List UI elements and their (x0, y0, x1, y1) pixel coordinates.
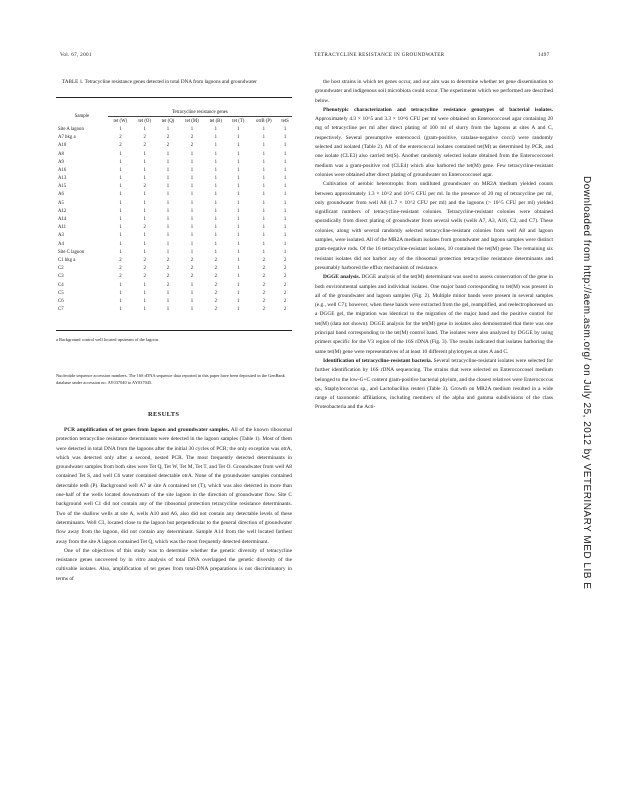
gene-value-cell: 1 (237, 192, 240, 198)
gene-value-cell: 1 (166, 290, 170, 296)
gene-value-cell: 1 (262, 233, 266, 239)
running-head-title: TETRACYCLINE RESISTANCE IN GROUNDWATER (314, 52, 445, 58)
gene-value-cell: 1 (214, 225, 217, 231)
table-row (56, 166, 292, 174)
gene-value-cell: 1 (166, 159, 170, 165)
sample-cell: A4 (58, 241, 64, 247)
gene-value-cell: 1 (190, 176, 194, 182)
gene-value-cell: 1 (190, 126, 194, 132)
sample-cell: A13 (58, 176, 67, 182)
table-row (56, 207, 292, 215)
gene-value-cell: 2 (262, 307, 266, 313)
gene-value-cell: 1 (190, 307, 194, 313)
gene-value-cell: 1 (119, 151, 122, 157)
paragraph (315, 106, 553, 180)
table-row (56, 265, 292, 273)
gene-value-cell: 1 (166, 167, 170, 173)
gene-value-cell: 1 (283, 126, 287, 132)
sample-cell: A6 (58, 192, 64, 198)
gene-value-cell: 1 (237, 167, 240, 173)
gene-value-cell: 2 (214, 266, 217, 272)
gene-value-cell: 2 (166, 266, 170, 272)
gene-value-cell: 1 (119, 176, 122, 182)
gene-value-cell: 2 (283, 282, 287, 288)
gene-value-cell: 1 (166, 176, 170, 182)
table-row (56, 273, 292, 281)
gene-value-cell: 2 (190, 274, 194, 280)
sample-cell: C1 bkg a (58, 257, 76, 263)
gene-value-cell: 2 (166, 282, 170, 288)
gene-value-cell: 1 (190, 159, 194, 165)
gene-value-cell: 1 (237, 290, 240, 296)
gene-value-cell: 1 (190, 241, 194, 247)
sample-cell: A12 (58, 208, 67, 214)
gene-value-cell: 1 (119, 298, 122, 304)
table-row (56, 240, 292, 248)
gene-value-cell: 1 (190, 249, 194, 255)
sample-cell: A14 (58, 217, 67, 223)
paragraph (56, 547, 292, 584)
sample-cell: Site C lagoon (58, 249, 85, 255)
gene-value-cell: 1 (119, 126, 122, 132)
gene-value-cell: 1 (283, 143, 287, 149)
paragraph (315, 357, 553, 413)
accession-note: Nucleotide sequence accession numbers. The 16S rDNA sequence data reported in this paper have been deposited in the GenBank database under accession no. AY037040 to AY037045. (56, 373, 285, 385)
sample-cell: A15 (58, 184, 67, 190)
gene-column-header: tet (W) (113, 118, 128, 124)
sample-cell: A16 (58, 167, 67, 173)
gene-value-cell: 1 (166, 208, 170, 214)
table-caption: TABLE 1. Tetracycline resistance genes detected in total DNA from lagoons and groundwater (62, 79, 257, 85)
gene-value-cell: 2 (119, 266, 122, 272)
gene-value-cell: 1 (283, 159, 287, 165)
paragraph (315, 273, 553, 357)
gene-value-cell: 1 (283, 135, 287, 141)
gene-value-cell: 1 (283, 151, 287, 157)
gene-value-cell: 1 (237, 176, 240, 182)
gene-value-cell: 1 (166, 307, 170, 313)
gene-value-cell: 1 (262, 151, 266, 157)
sample-cell: A5 (58, 200, 64, 206)
gene-value-cell: 1 (190, 200, 194, 206)
gene-value-cell: 1 (214, 208, 217, 214)
gene-value-cell: 1 (214, 143, 217, 149)
paragraph-text: Approximately 4.3 × 10^5 and 3.3 × 10^6 CFU per ml were obtained on Enterococcosel agar containing 20 mg of tetracycline per ml after direct plating of 100 ml of slurry from the lagoons at sites A and C, respectively. Several presumptive enterococci (gram-positive, catalase-negative cocci) were randomly selected and isolated (Table 2). All of the enterococcal isolates contained tet(M) as determined by PCR, and one isolate (CLE3) also carried tet(S). Another randomly selected isolate obtained from the Enterococcosel medium was a gram-positive rod (CLE4) which also harbored the tet(M) gene. Few tetracycline-resistant colonies were obtained after direct plating of groundwater on Enterococcosel agar. (315, 116, 553, 178)
gene-value-cell: 1 (283, 192, 287, 198)
table-row (56, 224, 292, 232)
gene-value-cell: 1 (119, 184, 122, 190)
gene-value-cell: 2 (190, 143, 194, 149)
gene-column-header: tet (M) (185, 118, 199, 124)
gene-value-cell: 1 (166, 184, 170, 190)
sample-cell: A7 bkg a (58, 135, 76, 141)
gene-value-cell: 1 (262, 159, 266, 165)
gene-value-cell: 1 (237, 143, 240, 149)
gene-value-cell: 2 (262, 298, 266, 304)
gene-value-cell: 2 (214, 257, 217, 263)
gene-value-cell: 1 (237, 159, 240, 165)
gene-value-cell: 1 (237, 217, 240, 223)
paragraph (56, 426, 292, 547)
gene-value-cell: 1 (214, 233, 217, 239)
gene-value-cell: 1 (262, 135, 266, 141)
gene-value-cell: 2 (214, 298, 217, 304)
table-row (56, 134, 292, 142)
gene-value-cell: 1 (283, 217, 287, 223)
gene-value-cell: 1 (283, 241, 287, 247)
table-row (56, 183, 292, 191)
gene-value-cell: 1 (119, 241, 122, 247)
sample-cell: C4 (58, 282, 64, 288)
sample-cell: A3 (58, 233, 64, 239)
gene-value-cell: 2 (119, 143, 122, 149)
gene-value-cell: 1 (190, 151, 194, 157)
sample-cell: C7 (58, 307, 64, 313)
gene-value-cell: 1 (119, 290, 122, 296)
gene-value-cell: 1 (237, 225, 240, 231)
gene-value-cell: 2 (166, 274, 170, 280)
gene-value-cell: 2 (214, 282, 217, 288)
gene-value-cell: 1 (214, 200, 217, 206)
gene-value-cell: 1 (119, 217, 122, 223)
running-head-page: 1497 (538, 52, 550, 58)
gene-value-cell: 1 (143, 176, 146, 182)
gene-value-cell: 2 (214, 274, 217, 280)
gene-value-cell: 2 (283, 290, 287, 296)
gene-value-cell: 1 (262, 241, 266, 247)
gene-value-cell: 1 (143, 249, 146, 255)
gene-value-cell: 1 (237, 200, 240, 206)
gene-value-cell: 1 (262, 225, 266, 231)
gene-value-cell: 1 (119, 159, 122, 165)
gene-value-cell: 1 (262, 143, 266, 149)
gene-value-cell: 1 (237, 257, 240, 263)
table-row (56, 125, 292, 133)
gene-value-cell: 1 (262, 249, 266, 255)
gene-value-cell: 1 (119, 192, 122, 198)
gene-value-cell: 1 (214, 192, 217, 198)
gene-value-cell: 1 (237, 184, 240, 190)
gene-value-cell: 2 (283, 298, 287, 304)
gene-value-cell: 1 (262, 176, 266, 182)
gene-value-cell: 1 (119, 225, 122, 231)
gene-value-cell: 1 (190, 282, 194, 288)
gene-value-cell: 1 (166, 151, 170, 157)
gene-value-cell: 1 (214, 184, 217, 190)
gene-value-cell: 1 (143, 192, 146, 198)
paragraph (315, 78, 553, 106)
gene-value-cell: 1 (143, 307, 146, 313)
gene-value-cell: 1 (283, 225, 287, 231)
gene-value-cell: 1 (166, 192, 170, 198)
gene-column-header: tet (B) (209, 118, 222, 124)
gene-value-cell: 1 (143, 290, 146, 296)
gene-value-cell: 2 (119, 257, 122, 263)
gene-value-cell: 1 (237, 298, 240, 304)
gene-value-cell: 1 (143, 298, 146, 304)
gene-value-cell: 2 (190, 135, 194, 141)
gene-value-cell: 2 (166, 257, 170, 263)
gene-value-cell: 1 (214, 249, 217, 255)
gene-column-header: tet (O) (138, 118, 151, 124)
gene-value-cell: 1 (119, 167, 122, 173)
resistance-genes-table (56, 108, 292, 314)
gene-value-cell: 1 (237, 208, 240, 214)
sample-cell: A8 (58, 151, 64, 157)
gene-value-cell: 2 (262, 257, 266, 263)
gene-value-cell: 1 (119, 208, 122, 214)
gene-value-cell: 1 (237, 233, 240, 239)
gene-value-cell: 1 (283, 167, 287, 173)
gene-value-cell: 1 (262, 200, 266, 206)
paragraph-text: Several tetracycline-resistant isolates were selected for further identification by 16S rDNA sequencing. The strains that were selected on Enterococcosel medium belonged to the low-G+C content gram-positive bacterial phylum, and the closest relatives were Enterococcus sp., Staphylococcus sp., and Lactobacillus reuteri (Table 3). Growth on MR2A medium resulted in a wide range of taxonomic affiliations, including members of the alpha and gamma subdivisions of the class Proteobacteria and the Acti- (315, 357, 553, 411)
table-row (56, 306, 292, 314)
table-row (56, 215, 292, 223)
gene-value-cell: 1 (119, 307, 122, 313)
gene-value-cell: 1 (190, 217, 194, 223)
gene-value-cell: 1 (143, 217, 146, 223)
table-row (56, 142, 292, 150)
gene-value-cell: 2 (262, 274, 266, 280)
gene-value-cell: 1 (166, 200, 170, 206)
gene-value-cell: 1 (283, 184, 287, 190)
sample-cell: A11 (58, 225, 67, 231)
gene-value-cell: 1 (166, 225, 170, 231)
table-row (56, 297, 292, 305)
running-head-volume: Vol. 67, 2001 (60, 52, 92, 58)
gene-column-header: tetS (281, 118, 289, 124)
gene-value-cell: 1 (143, 167, 146, 173)
gene-value-cell: 1 (262, 126, 266, 132)
gene-value-cell: 2 (283, 274, 287, 280)
gene-value-cell: 1 (237, 307, 240, 313)
gene-value-cell: 1 (283, 249, 287, 255)
table-row (56, 281, 292, 289)
gene-value-cell: 2 (283, 266, 287, 272)
gene-value-cell: 2 (283, 307, 287, 313)
sample-cell: A10 (58, 143, 67, 149)
gene-value-cell: 1 (283, 208, 287, 214)
sample-cell: A9 (58, 159, 64, 165)
gene-value-cell: 1 (166, 249, 170, 255)
paragraph-lead: PCR amplification of tet genes from lagoon and groundwater samples. (64, 427, 231, 433)
gene-value-cell: 1 (166, 126, 170, 132)
sample-cell: C3 (58, 274, 64, 280)
gene-value-cell: 1 (190, 298, 194, 304)
gene-value-cell: 1 (166, 217, 170, 223)
paragraph-lead: Identification of tetracycline-resistant bacteria. (323, 357, 434, 364)
gene-value-cell: 2 (262, 266, 266, 272)
gene-value-cell: 1 (143, 159, 146, 165)
gene-value-cell: 1 (237, 249, 240, 255)
paragraph (315, 180, 553, 273)
table-row (56, 150, 292, 158)
gene-value-cell: 1 (262, 217, 266, 223)
gene-value-cell: 1 (119, 233, 122, 239)
gene-value-cell: 1 (166, 233, 170, 239)
gene-column-header: tet (T) (232, 118, 245, 124)
gene-value-cell: 1 (214, 241, 217, 247)
table-row (56, 175, 292, 183)
gene-value-cell: 2 (119, 135, 122, 141)
gene-value-cell: 2 (143, 257, 146, 263)
right-column-text (315, 78, 553, 413)
gene-value-cell: 1 (119, 200, 122, 206)
table-row (56, 289, 292, 297)
gene-value-cell: 2 (143, 274, 146, 280)
gene-value-cell: 2 (143, 135, 146, 141)
gene-value-cell: 1 (190, 208, 194, 214)
paragraph-text: the host strains in which tet genes occur, and our aim was to determine whether tet gene dissemination to groundwater and indigenous soil microbiota could occur. The experiments which we performed are described below. (315, 79, 553, 104)
sample-cell: C6 (58, 298, 64, 304)
gene-value-cell: 1 (166, 241, 170, 247)
gene-value-cell: 2 (143, 225, 146, 231)
gene-value-cell: 1 (143, 233, 146, 239)
gene-value-cell: 1 (214, 151, 217, 157)
gene-value-cell: 2 (262, 290, 266, 296)
gene-value-cell: 1 (237, 135, 240, 141)
gene-value-cell: 1 (143, 151, 146, 157)
gene-value-cell: 2 (190, 257, 194, 263)
left-column-text (56, 426, 292, 584)
gene-value-cell: 1 (166, 298, 170, 304)
gene-value-cell: 1 (119, 282, 122, 288)
gene-column-header: otrB (P) (256, 118, 272, 124)
gene-value-cell: 2 (214, 307, 217, 313)
table-row (56, 256, 292, 264)
sample-cell: C2 (58, 266, 64, 272)
table-bottom-rule (56, 330, 292, 331)
gene-value-cell: 1 (262, 167, 266, 173)
gene-value-cell: 1 (190, 167, 194, 173)
table-row (56, 199, 292, 207)
gene-value-cell: 1 (237, 274, 240, 280)
gene-value-cell: 1 (262, 208, 266, 214)
sample-cell: C5 (58, 290, 64, 296)
sample-cell: Site A lagoon (58, 126, 84, 132)
gene-value-cell: 1 (190, 225, 194, 231)
paragraph-lead: Phenotypic characterization and tetracycline resistance genotypes of bacterial isolates. (323, 106, 553, 113)
gene-value-cell: 2 (119, 274, 122, 280)
paragraph-text: One of the objectives of this study was to determine whether the genetic diversity of tetracycline resistance genes uncovered by in vitro analysis of total DNA overlapped the genetic diversity of the cultivable isolates. Also, amplification of tet genes from total-DNA preparations is not discriminatory in terms of (56, 547, 292, 582)
table-row (56, 158, 292, 166)
paragraph-lead: DGGE analysis. (323, 274, 362, 281)
gene-value-cell: 1 (283, 200, 287, 206)
gene-value-cell: 1 (214, 159, 217, 165)
gene-value-cell: 1 (190, 233, 194, 239)
gene-value-cell: 1 (214, 135, 217, 141)
gene-value-cell: 1 (214, 167, 217, 173)
download-watermark: Downloaded from http://aem.asm.org/ on July 25, 2012 by VETERINARY MED LIB E (581, 176, 592, 590)
paragraph-text: Cultivation of aerobic heterotrophs from undiluted groundwater on MR2A medium yielded counts between approximately 1.3 × 10^2 and 10^5 CFU per ml. In the presence of 20 mg of tetracycline per ml, only groundwater from well A8 (1.7 × 10^2 CFU per ml) and the lagoons (> 10^5 CFU per ml) yielded significant numbers of tetracycline-resistant colonies. Tetracycline-resistant colonies were obtained sporadically from direct plating of groundwater from several wells (wells A7, A3, A16, C2, and C7). These colonies, along with several randomly selected tetracycline-resistant colonies from well A8 and lagoon samples, were isolated. All of the MR2A medium isolates from groundwater and lagoon samples were distinct gram-negative rods. Of the 16 tetracycline-resistant isolates, 10 contained the tet(M) gene. The remaining six resistant isolates did not harbor any of the ribosomal protection tetracycline resistance determinants and presumably harbored the efflux mechanism of resistance. (315, 181, 553, 271)
gene-value-cell: 1 (190, 184, 194, 190)
gene-value-cell: 2 (262, 282, 266, 288)
table-body (56, 125, 292, 313)
gene-value-cell: 1 (143, 241, 146, 247)
gene-value-cell: 1 (190, 192, 194, 198)
table-row (56, 191, 292, 199)
gene-value-cell: 2 (143, 184, 146, 190)
genes-group-header: Tetracycline resistance genes (108, 108, 292, 117)
gene-value-cell: 1 (283, 233, 287, 239)
gene-value-cell: 1 (214, 217, 217, 223)
gene-column-header: tet (Q) (161, 118, 175, 124)
gene-value-cell: 1 (214, 176, 217, 182)
gene-value-cell: 1 (237, 266, 240, 272)
gene-value-cell: 1 (143, 282, 146, 288)
gene-value-cell: 1 (237, 241, 240, 247)
gene-value-cell: 2 (166, 135, 170, 141)
table-row (56, 232, 292, 240)
gene-value-cell: 2 (283, 257, 287, 263)
paragraph-text: DGGE analysis of the tet(M) determinant was used to assess conservation of the gene in both environmental samples and individual isolates. One major band corresponding to tet(M) was present in all of the groundwater and lagoon samples (Fig. 2). Multiple minor bands were present in several samples (e.g., well C7); however, when these bands were extracted from the gel, reamplified, and reelectrophoresed on a DGGE gel, the migration was identical to the migration of the major band and the positive control for tet(M) (data not shown). DGGE analysis for the tet(M) gene in isolates also demonstrated that there was one principal band corresponding to the tet(M) control band. The isolates were also analyzed by DGGE by using primers specific for the V3 region of the 16S rDNA (Fig. 3). The results indicated that isolates harboring the same tet(M) gene were representatives of at least 10 different phylotypes at sites A and C. (315, 274, 553, 355)
gene-value-cell: 2 (143, 143, 146, 149)
gene-value-cell: 2 (190, 266, 194, 272)
paragraph-text: All of the known ribosomal protection tetracycline resistance determinants were detected in the lagoon samples (Table 1). Most of them were detected in total DNA from the lagoons after the initial 30 cycles of PCR; the only exception was otrA, which was detected only after a second, nested PCR. The most frequently detected determinants in groundwater samples from both sites were Tet Q, Tet W, Tet M, Tet T, and Tet O. Groundwater from well A8 contained Tet S, and well C6 water contained detectable otrA. None of the groundwater samples contained detectable tetB (P). Background well A7 at site A contained tet (T), which was also detected in more than one-half of the wells located downstream of the site lagoon in the direction of groundwater flow. Site C background well C1 did not contain any of the ribosomal protection tetracycline resistance determinants. Two of the shallow wells at site A, wells A10 and A6, also did not contain any detectable levels of these determinants. Well C3, located close to the lagoon but perpendicular to the general direction of groundwater flow away from the lagoon, did not contain any determinant. Sample A14 from the well located farthest away from the site A lagoon contained Tet Q, which was the most frequently detected determinant. (56, 427, 292, 545)
gene-value-cell: 2 (214, 290, 217, 296)
results-heading: RESULTS (148, 411, 180, 418)
table-row (56, 248, 292, 256)
table-footnote: a Background control well located upstream of the lagoon. (56, 337, 160, 342)
gene-value-cell: 1 (190, 290, 194, 296)
table-top-rule (56, 97, 292, 98)
gene-value-cell: 1 (237, 151, 240, 157)
gene-value-cell: 2 (166, 143, 170, 149)
gene-value-cell: 1 (214, 126, 217, 132)
gene-value-cell: 1 (262, 192, 266, 198)
gene-value-cell: 1 (119, 249, 122, 255)
gene-value-cell: 1 (143, 200, 146, 206)
gene-value-cell: 1 (143, 208, 146, 214)
gene-value-cell: 2 (143, 266, 146, 272)
gene-value-cell: 1 (283, 176, 287, 182)
gene-value-cell: 1 (237, 126, 240, 132)
gene-value-cell: 1 (262, 184, 266, 190)
sample-header: Sample (74, 114, 90, 120)
gene-value-cell: 1 (237, 282, 240, 288)
gene-value-cell: 1 (143, 126, 146, 132)
